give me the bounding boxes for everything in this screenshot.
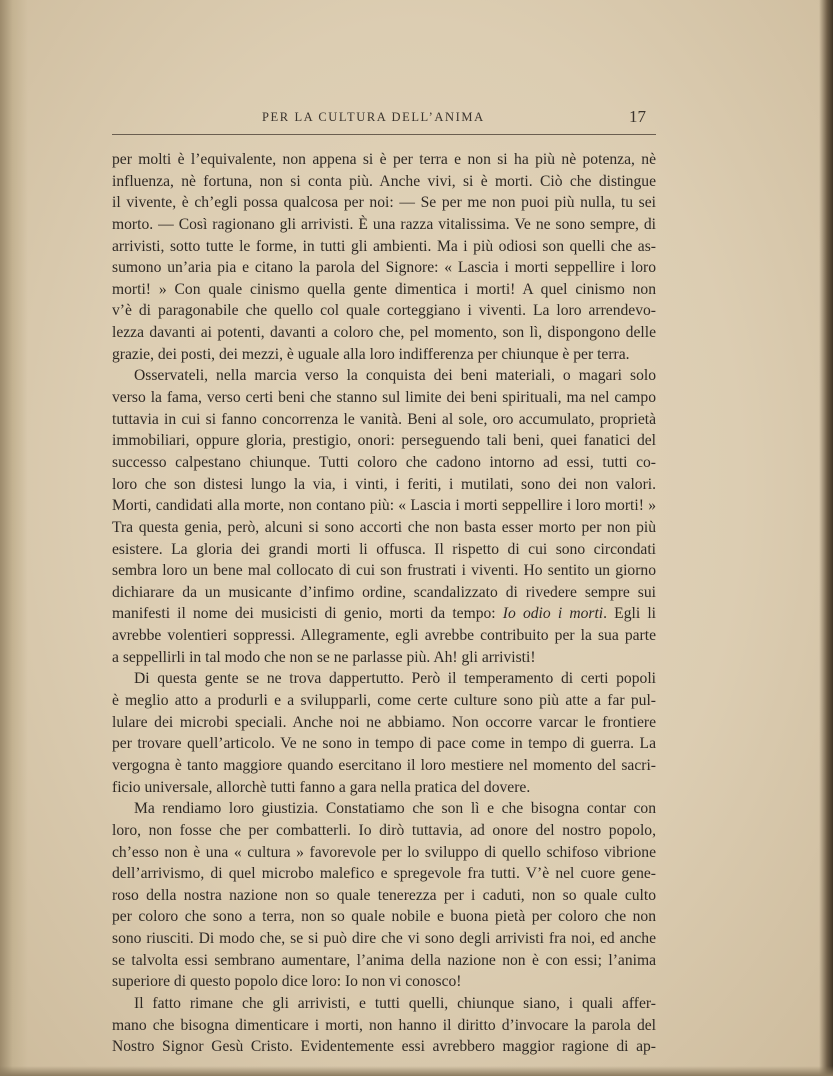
running-title: PER LA CULTURA DELL’ANIMA bbox=[262, 110, 485, 124]
text-line: per trovare quell’articolo. Ve ne sono in tempo di pace come in tempo di guerra. La bbox=[112, 735, 656, 753]
text-line: morto. — Così ragionano gli arrivisti. È una razza vitalissima. Ve ne sono sempre, di bbox=[112, 215, 656, 233]
text-line: se talvolta essi sembrano aumentare, l’anima della nazione non è con essi; l’anima bbox=[112, 951, 656, 969]
text-line: Morti, candidati alla morte, non contano più: « Lascia i morti seppellire i loro morti! » bbox=[112, 497, 656, 515]
text-line: dell’arrivismo, di quel microbo malefico e spregevole fra tutti. V’è nel cuore gene- bbox=[112, 865, 656, 883]
text-line: è meglio atto a produrli e a svilupparli, come certe culture sono più atte a far pul- bbox=[112, 692, 656, 710]
text-line: morti! » Con quale cinismo quella gente dimentica i morti! A quel cinismo non bbox=[112, 280, 656, 298]
text-line: dichiarare da un musicante d’infimo ordine, scandalizzato di rivedere sempre sui bbox=[112, 583, 656, 601]
text-line: sembra loro un bene mal collocato di cui son frustrati i viventi. Ho sentito un giorno bbox=[112, 562, 656, 580]
text-line: v’è di paragonabile che quello col quale corteggiano i viventi. La loro arrendevo- bbox=[112, 302, 656, 320]
text-line: per molti è l’equivalente, non appena si è per terra e non si ha più nè potenza, nè bbox=[112, 151, 656, 168]
text-line: Ma rendiamo loro giustizia. Constatiamo che son lì e che bisogna contar con bbox=[134, 800, 656, 818]
text-line: sumono un’aria pia e citano la parola del Signore: « Lascia i morti seppellire i loro bbox=[112, 259, 656, 277]
text-line: sono riusciti. Di modo che, se si può dire che vi sono degli arrivisti fra noi, ed anche bbox=[112, 930, 656, 948]
text-line: Tra questa genia, però, alcuni si sono accorti che non basta esser morto per non più bbox=[112, 518, 656, 536]
text-line: arrivisti, sotto tutte le forme, in tutti gli ambienti. Ma i più odiosi son quelli che as- bbox=[112, 237, 656, 255]
text-line: Osservateli, nella marcia verso la conquista dei beni materiali, o magari solo bbox=[134, 367, 656, 385]
text-line: ch’esso non è una « cultura » favorevole per lo sviluppo di quello schifoso vibrione bbox=[112, 843, 656, 861]
text-line: grazie, dei posti, dei mezzi, è uguale alla loro indifferenza per chiunque è per terra. bbox=[112, 345, 630, 363]
text-line: verso la fama, verso certi beni che stanno sul limite dei beni spirituali, ma nel campo bbox=[112, 389, 656, 407]
text-line: il vivente, è ch’egli possa qualcosa per noi: — Se per me non puoi più nulla, tu sei bbox=[112, 194, 656, 212]
page-edge bbox=[819, 0, 833, 1076]
text-line: immobiliari, oppure gloria, prestigio, onori: perseguendo tali beni, quei fanatici del bbox=[112, 432, 656, 450]
text-line: influenza, nè fortuna, non si conta più. Anche vivi, si è morti. Ciò che distingue bbox=[112, 172, 656, 190]
body-text bbox=[112, 149, 656, 1058]
text-line: Nostro Signor Gesù Cristo. Evidentemente essi avrebbero maggior ragione di ap- bbox=[112, 1038, 656, 1056]
text-line: loro che son distesi lungo la via, i vinti, i feriti, i mutilati, sono dei non valori. bbox=[112, 475, 656, 493]
page-bottom-edge bbox=[0, 1066, 833, 1076]
text-line: superiore di questo popolo dice loro: Io non vi conosco! bbox=[112, 973, 462, 991]
text-line: ficio universale, allorchè tutti fanno a gara nella pratica del dovere. bbox=[112, 778, 531, 796]
text-line: per coloro che sono a terra, non so quale nobile e buona pietà per coloro che non bbox=[112, 908, 656, 926]
page-number: 17 bbox=[629, 107, 646, 126]
text-line: a seppellirli in tal modo che non se ne parlasse più. Ah! gli arrivisti! bbox=[112, 648, 536, 666]
text-line: roso della nostra nazione non so quale tenerezza per i caduti, non so quale culto bbox=[112, 886, 656, 904]
text-line: avrebbe volentieri soppressi. Allegramente, egli avrebbe contribuito per la sua parte bbox=[112, 627, 656, 645]
text-line: lezza davanti ai potenti, davanti a coloro che, pel momento, son lì, dispongono delle bbox=[112, 324, 656, 342]
text-segment: . Egli li bbox=[603, 605, 656, 623]
text-segment: manifesti il nome dei musicisti di genio, morti da tempo: bbox=[112, 605, 503, 623]
text-line: mano che bisogna dimenticare i morti, non hanno il diritto d’invocare la parola del bbox=[112, 1016, 656, 1034]
text-line: tuttavia in cui si fanno concorrenza le vanità. Beni al sole, oro accumulato, proprietà bbox=[112, 410, 656, 428]
text-line: loro, non fosse che per combatterli. Io dirò tuttavia, ad onore del nostro popolo, bbox=[112, 821, 656, 839]
italic-quote: Io odio i morti bbox=[502, 605, 604, 623]
spine-shadow bbox=[0, 0, 28, 1076]
text-line: successo calpestano chiunque. Tutti coloro che cadono intorno ad essi, tutti co- bbox=[112, 453, 656, 471]
text-line: esistere. La gloria dei grandi morti li offusca. Il rispetto di cui sono circondati bbox=[112, 540, 656, 558]
text-line: lulare dei microbi speciali. Anche noi ne abbiamo. Non occorre varcar le frontiere bbox=[112, 713, 656, 731]
text-line bbox=[112, 603, 656, 625]
text-line: vergogna è tanto maggiore quando esercitano il loro mestiere nel momento del sacri- bbox=[112, 756, 656, 774]
text-line: Il fatto rimane che gli arrivisti, e tutti quelli, chiunque siano, i quali affer- bbox=[134, 994, 656, 1012]
running-header bbox=[112, 108, 656, 135]
text-line: Di questa gente se ne trova dappertutto. Però il temperamento di certi popoli bbox=[134, 670, 656, 688]
